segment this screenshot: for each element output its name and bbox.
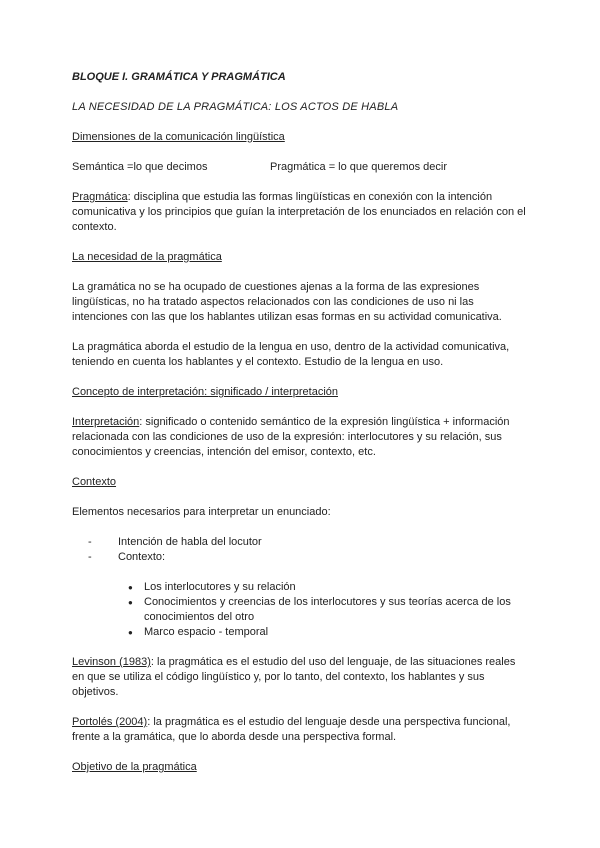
levinson-text: : la pragmática es el estudio del uso del lenguaje, de las situaciones reales en que se utiliza el código lingüístico y, por lo tanto, del contexto, los hablantes y sus objetivos. xyxy=(72,656,516,698)
list-item: ● Los interlocutores y su relación xyxy=(128,580,528,595)
contexto-intro: Elementos necesarios para interpretar un enunciado: xyxy=(72,506,331,518)
objetivo-heading: Objetivo de la pragmática xyxy=(72,761,197,773)
interpretacion-definition xyxy=(72,415,528,460)
pragmatica-term: Pragmática xyxy=(72,191,128,203)
levinson-definition xyxy=(72,655,528,700)
interpretacion-text: : significado o contenido semántico de la expresión lingüística + información relacionada con las condiciones de uso de la expresión: interlocutores y su relación, sus conocimientos y creencias, intención del emisor, contexto, etc. xyxy=(72,416,510,458)
concepto-heading: Concepto de interpretación: significado / interpretación xyxy=(72,386,338,398)
contexto-dash-list xyxy=(72,535,528,565)
section-subtitle: LA NECESIDAD DE LA PRAGMÁTICA: LOS ACTOS DE HABLA xyxy=(72,101,399,113)
list-item: - Intención de habla del locutor xyxy=(88,535,528,550)
necesidad-heading: La necesidad de la pragmática xyxy=(72,251,222,263)
block-title: BLOQUE I. GRAMÁTICA Y PRAGMÁTICA xyxy=(72,71,286,83)
contexto-bullet-list xyxy=(72,580,528,640)
pragmatica-short-definition: Pragmática = lo que queremos decir xyxy=(270,161,448,173)
dimensions-heading: Dimensiones de la comunicación lingüística xyxy=(72,131,285,143)
dimensions-row xyxy=(72,160,528,175)
portoles-text: : la pragmática es el estudio del lenguaje desde una perspectiva funcional, frente a la gramática, que lo aborda desde una perspectiva formal. xyxy=(72,716,511,743)
necesidad-paragraph-2: La pragmática aborda el estudio de la lengua en uso, dentro de la actividad comunicativa, teniendo en cuenta los hablantes y el contexto. Estudio de la lengua en uso. xyxy=(72,341,510,368)
portoles-definition xyxy=(72,715,528,745)
pragmatica-text: : disciplina que estudia las formas lingüísticas en conexión con la intención comunicativa y los principios que guían la interpretación de los enunciados en relación con el contexto. xyxy=(72,191,526,233)
list-item: ● Marco espacio - temporal xyxy=(128,625,528,640)
portoles-citation: Portolés (2004) xyxy=(72,716,148,728)
interpretacion-term: Interpretación xyxy=(72,416,140,428)
levinson-citation: Levinson (1983) xyxy=(72,656,151,668)
pragmatica-definition xyxy=(72,190,528,235)
necesidad-paragraph-1: La gramática no se ha ocupado de cuestiones ajenas a la forma de las expresiones lingüísticas, no ha tratado aspectos relacionados con las condiciones de uso ni las intenciones con las que los hablantes utilizan esas formas en su actividad comunicativa. xyxy=(72,281,502,323)
list-item: ● Conocimientos y creencias de los interlocutores y sus teorías acerca de los conocimientos del otro xyxy=(128,595,528,625)
list-item: - Contexto: xyxy=(88,550,528,565)
semantica-definition: Semántica =lo que decimos xyxy=(72,161,208,173)
contexto-heading: Contexto xyxy=(72,476,117,488)
